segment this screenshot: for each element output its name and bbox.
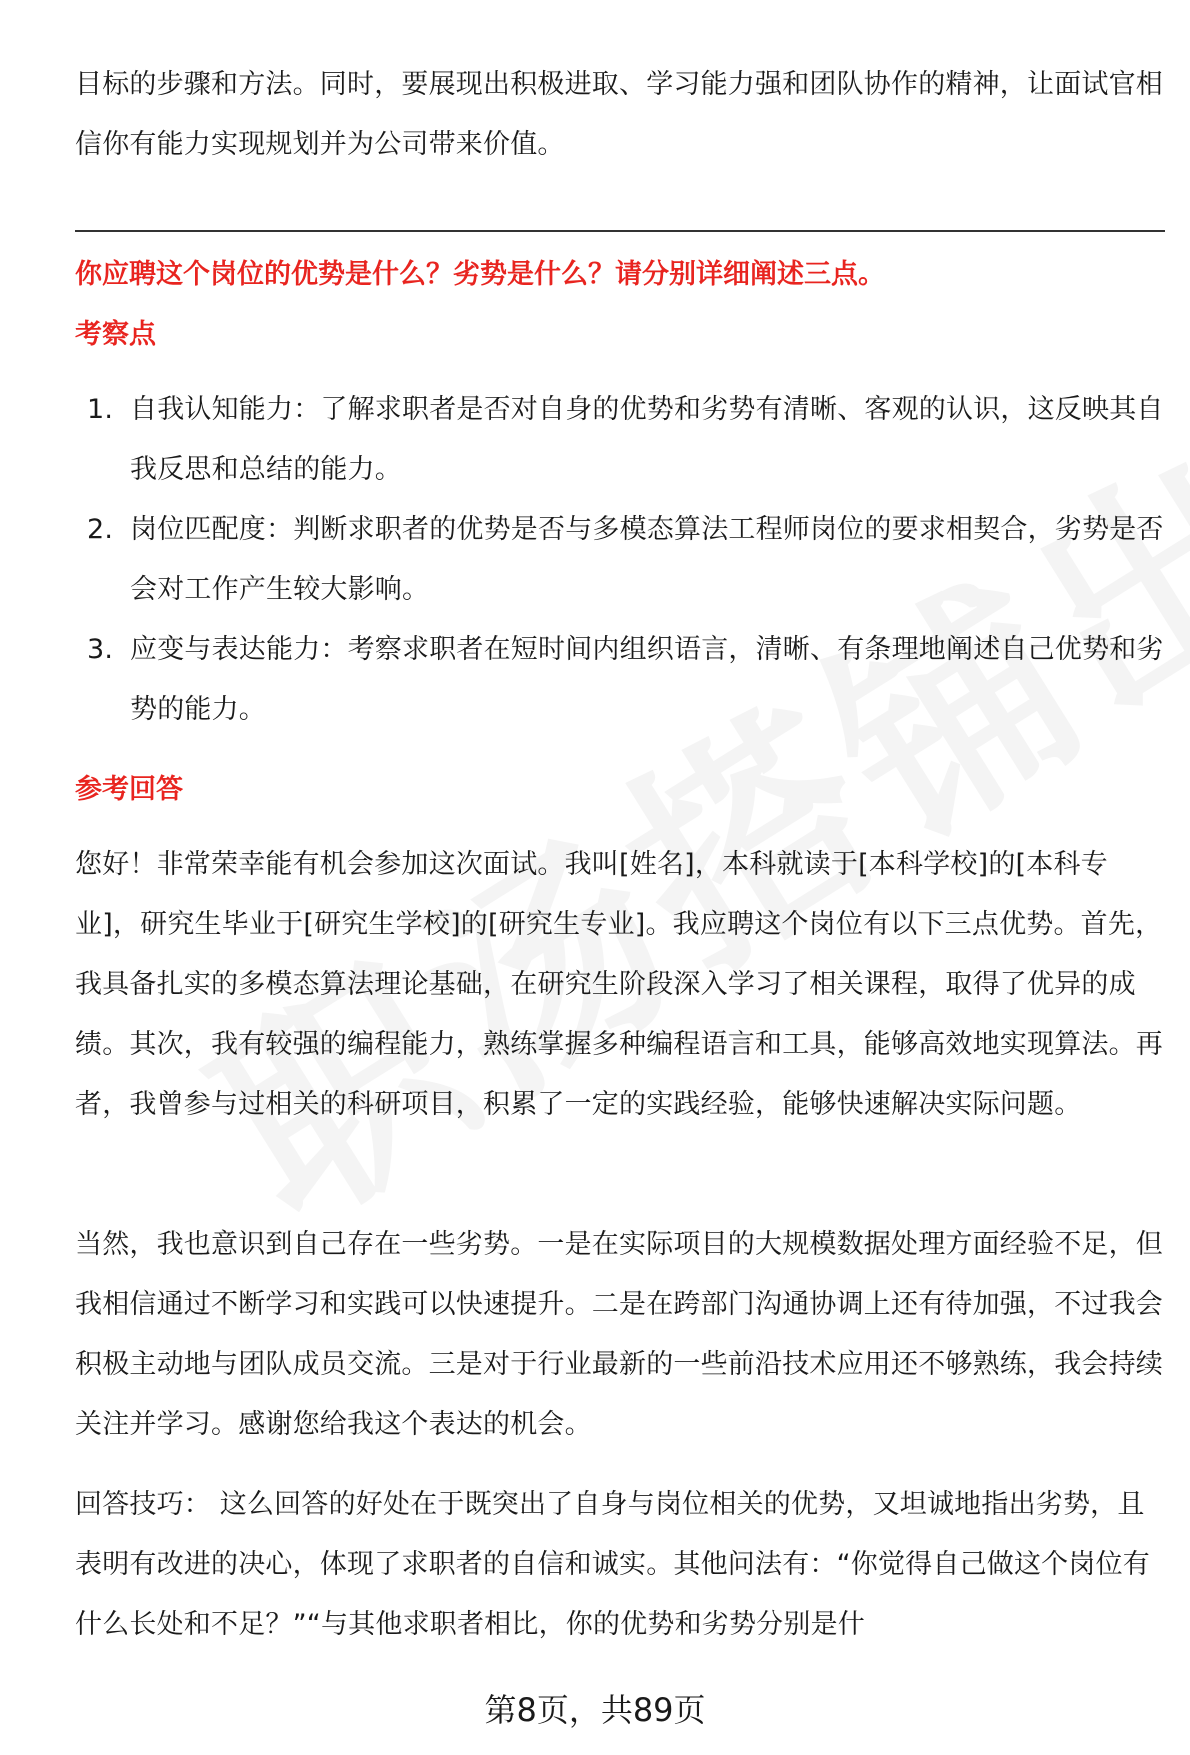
answer-paragraph-strengths: 您好！非常荣幸能有机会参加这次面试。我叫[姓名]，本科就读于[本科学校]的[本科专业]，研究生毕业于[研究生学校]的[研究生专业]。我应聘这个岗位有以下三点优势。首先，我具备扎实的多模态算法理论基础，在研究生阶段深入学习了相关课程，取得了优异的成绩。其次，我有较强的编程能力，熟练掌握多种编程语言和工具，能够高效地实现算法。再者，我曾参与过相关的科研项目，积累了一定的实践经验，能够快速解决实际问题。 <box>75 849 1163 1120</box>
list-item-text: 应变与表达能力：考察求职者在短时间内组织语言，清晰、有条理地阐述自己优势和劣势的能力。 <box>130 634 1164 725</box>
list-item <box>75 500 1165 620</box>
list-item <box>75 620 1165 740</box>
kaocha-list <box>75 380 1165 740</box>
page-number: 第8页，共89页 <box>484 1691 706 1729</box>
answer-heading: 参考回答 <box>75 774 183 805</box>
section-divider <box>75 230 1165 232</box>
list-item-text: 岗位匹配度：判断求职者的优势是否与多模态算法工程师岗位的要求相契合，劣势是否会对工作产生较大影响。 <box>130 514 1164 605</box>
intro-paragraph: 目标的步骤和方法。同时，要展现出积极进取、学习能力强和团队协作的精神，让面试官相信你有能力实现规划并为公司带来价值。 <box>75 69 1163 160</box>
answer-tips-paragraph: 回答技巧： 这么回答的好处在于既突出了自身与岗位相关的优势，又坦诚地指出劣势，且表明有改进的决心，体现了求职者的自信和诚实。其他问法有：“你觉得自己做这个岗位有什么长处和不足？”“与其他求职者相比，你的优势和劣势分别是什 <box>75 1489 1150 1640</box>
answer-paragraph-weaknesses: 当然，我也意识到自己存在一些劣势。一是在实际项目的大规模数据处理方面经验不足，但我相信通过不断学习和实践可以快速提升。二是在跨部门沟通协调上还有待加强，不过我会积极主动地与团队成员交流。三是对于行业最新的一些前沿技术应用还不够熟练，我会持续关注并学习。感谢您给我这个表达的机会。 <box>75 1229 1163 1440</box>
list-item-number: 1. <box>87 394 114 425</box>
list-item-number: 2. <box>87 514 114 545</box>
question-title: 你应聘这个岗位的优势是什么？劣势是什么？请分别详细阐述三点。 <box>75 259 885 290</box>
list-item <box>75 380 1165 500</box>
list-item-number: 3. <box>87 634 114 665</box>
kaocha-heading: 考察点 <box>75 319 156 350</box>
list-item-text: 自我认知能力：了解求职者是否对自身的优势和劣势有清晰、客观的认识，这反映其自我反思和总结的能力。 <box>130 394 1164 485</box>
